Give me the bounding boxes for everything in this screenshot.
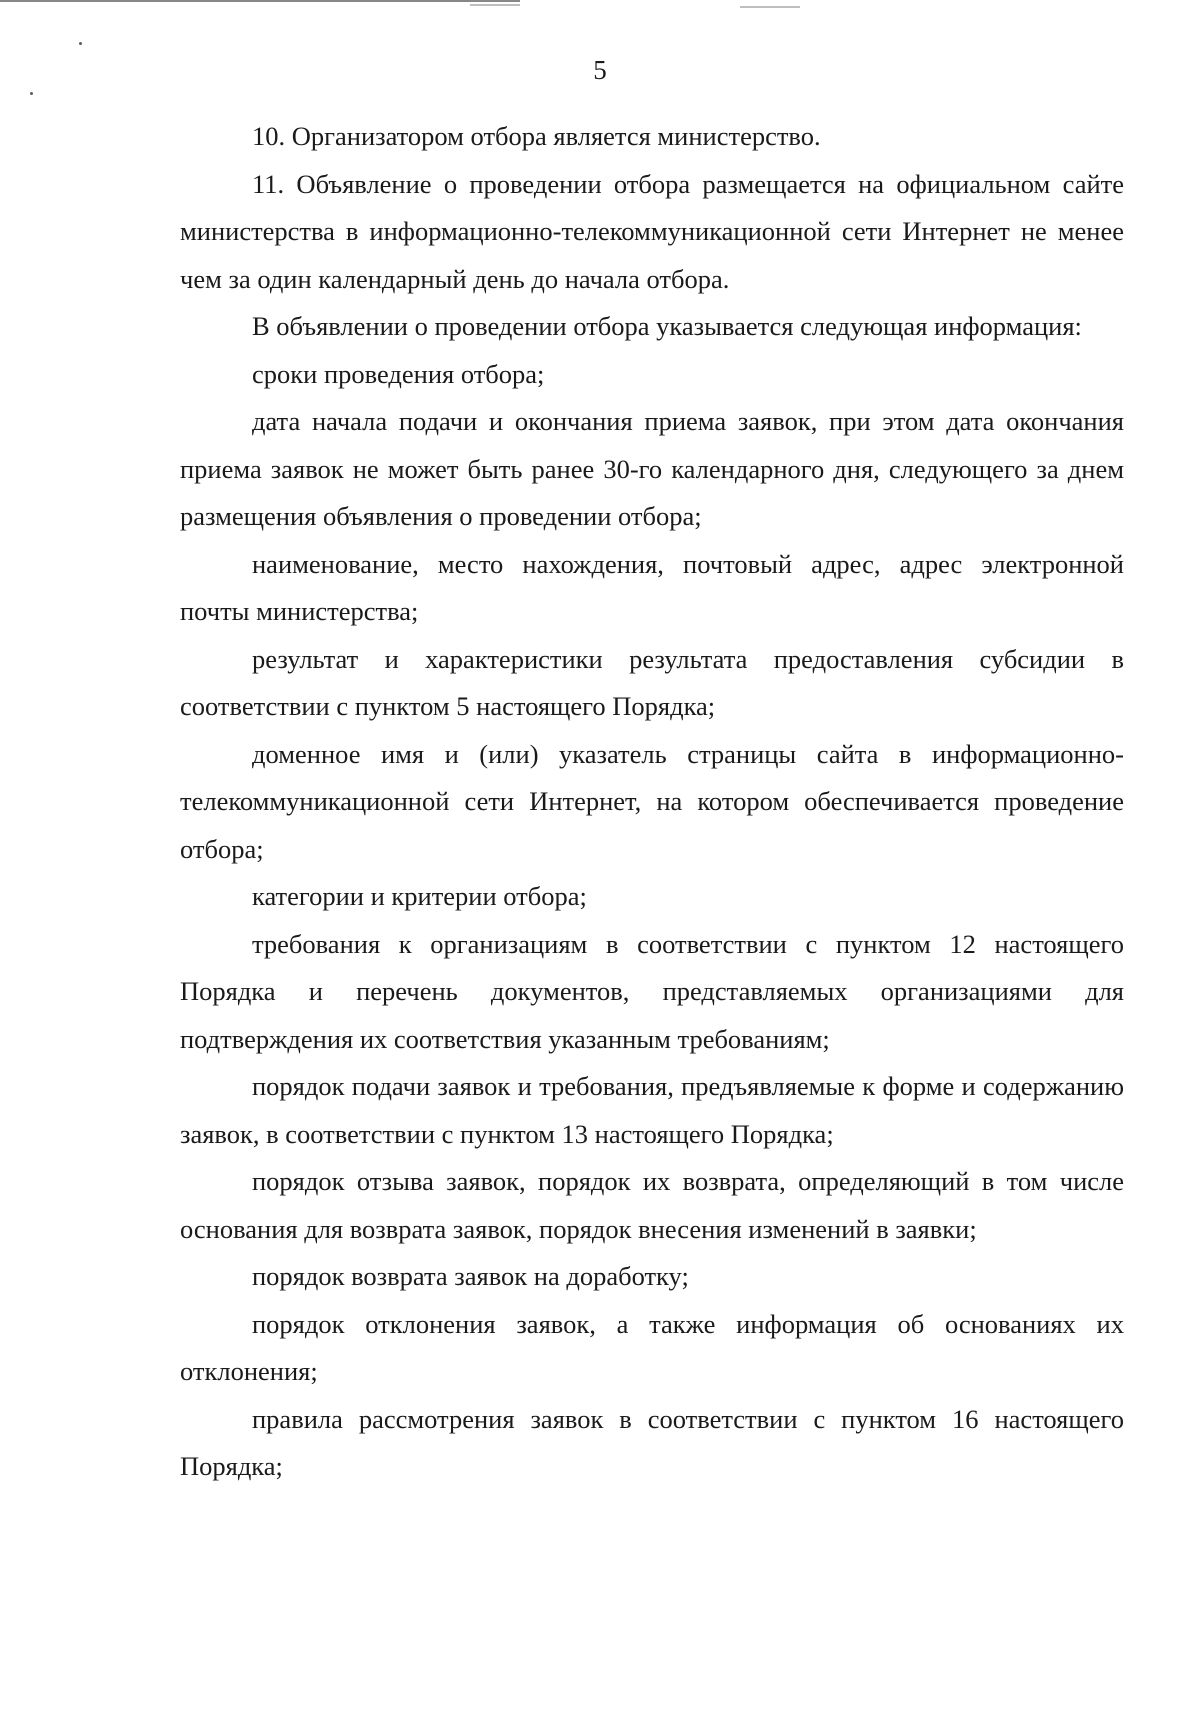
page-number: 5 bbox=[593, 55, 607, 85]
paragraph: порядок возврата заявок на доработку; bbox=[252, 1261, 689, 1291]
paragraph: дата начала подачи и окончания приема заявок, при этом дата окончания приема заявок не может быть ранее 30-го календарного дня, следующего за днем размещения объявления о проведении отбора; bbox=[180, 406, 1124, 531]
paragraph: результат и характеристики результата предоставления субсидии в соответствии с пунктом 5 настоящего Порядка; bbox=[180, 643, 1124, 721]
paragraph: 10. Организатором отбора является министерство. bbox=[252, 121, 821, 151]
paragraph: 11. Объявление о проведении отбора размещается на официальном сайте министерства в информационно-телекоммуникационной сети Интернет не менее чем за один календарный день до начала отбора. bbox=[180, 168, 1124, 294]
scan-artifact-top-edge bbox=[0, 0, 520, 2]
paragraph: категории и критерии отбора; bbox=[252, 881, 587, 911]
paragraph: сроки проведения отбора; bbox=[252, 358, 545, 389]
paragraph: порядок подачи заявок и требования, предъявляемые к форме и содержанию заявок, в соответствии с пунктом 13 настоящего Порядка; bbox=[180, 1071, 1124, 1149]
paragraph: правила рассмотрения заявок в соответствии с пунктом 16 настоящего Порядка; bbox=[180, 1403, 1124, 1481]
paragraph: порядок отзыва заявок, порядок их возврата, определяющий в том числе основания для возврата заявок, порядок внесения изменений в заявки; bbox=[180, 1166, 1124, 1244]
paragraph: требования к организациям в соответствии с пунктом 12 настоящего Порядка и перечень документов, представляемых организациями для подтверждения их соответствия указанным требованиям; bbox=[180, 928, 1124, 1054]
scan-artifact-smudge bbox=[470, 4, 520, 6]
paragraph: доменное имя и (или) указатель страницы сайта в информационно-телекоммуникационной сети Интернет, на котором обеспечивается проведение отбора; bbox=[180, 738, 1124, 864]
scan-artifact-dot bbox=[30, 92, 33, 95]
paragraph: порядок отклонения заявок, а также информация об основаниях их отклонения; bbox=[180, 1308, 1124, 1386]
paragraph: наименование, место нахождения, почтовый адрес, адрес электронной почты министерства; bbox=[180, 548, 1124, 626]
paragraph: В объявлении о проведении отбора указывается следующая информация: bbox=[252, 311, 1082, 341]
document-body bbox=[180, 113, 1124, 1491]
scan-artifact-dot bbox=[79, 42, 82, 45]
scan-artifact-smudge bbox=[740, 6, 800, 8]
